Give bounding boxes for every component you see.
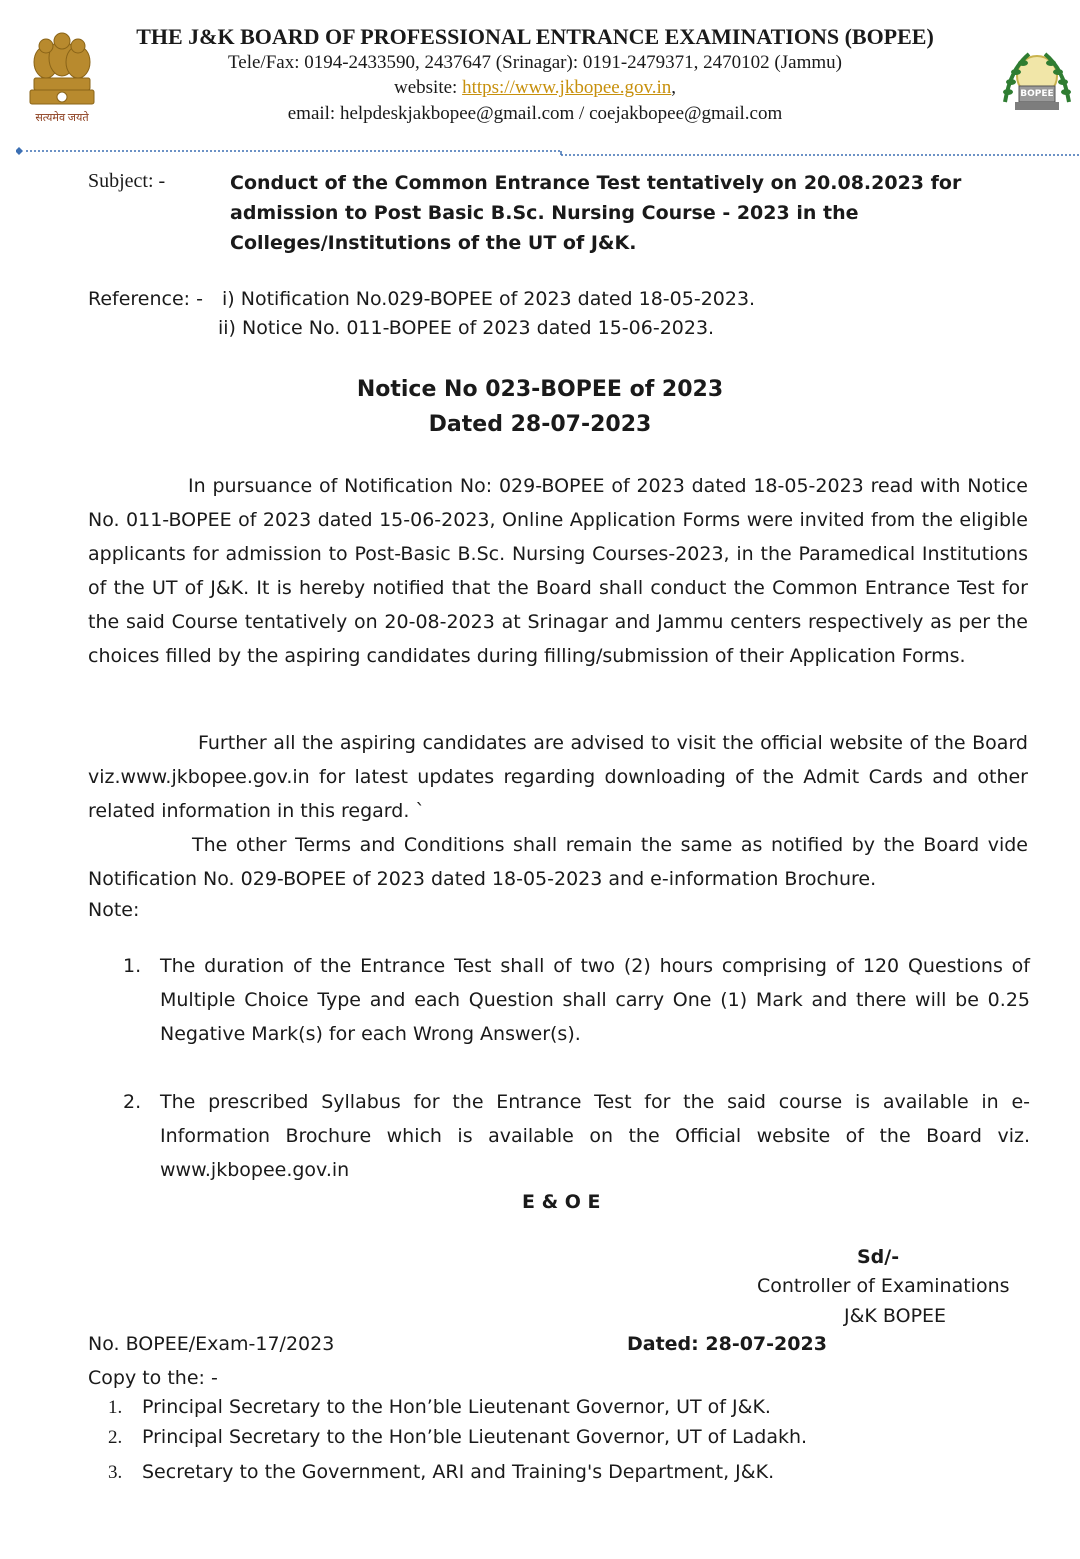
subject-label: Subject: - xyxy=(88,170,166,192)
reference-item-2: ii) Notice No. 011-BOPEE of 2023 dated 15-06-2023. xyxy=(218,317,715,339)
paragraph-3: The other Terms and Conditions shall remain the same as notified by the Board vide Notification No. 029-BOPEE of 2023 dated 18-05-2023 and e-information Brochure. xyxy=(88,834,1028,890)
reference-label: Reference: - xyxy=(88,288,203,310)
reference-number: No. BOPEE/Exam-17/2023 xyxy=(88,1333,335,1355)
header-divider xyxy=(16,145,1080,157)
website-suffix: , xyxy=(671,77,676,98)
contact-email: email: helpdeskjakbopee@gmail.com / coejakbopee@gmail.com xyxy=(287,103,783,124)
website-link[interactable]: https://www.jkbopee.gov.in xyxy=(462,77,672,98)
paragraph-2: Further all the aspiring candidates are advised to visit the official website of the Board viz.www.jkbopee.gov.in for latest updates regarding downloading of the Admit Cards and other related information in this regard. ` xyxy=(88,732,1028,822)
note-label: Note: xyxy=(88,899,140,921)
note-2-text: The prescribed Syllabus for the Entrance Test for the said course is available in e-Information Brochure which is available on the Official website of the Board viz. www.jkbopee.gov.in xyxy=(160,1091,1030,1181)
copy-2-number: 2. xyxy=(108,1427,123,1448)
notice-date: Dated 28-07-2023 xyxy=(428,412,652,437)
copy-3-number: 3. xyxy=(108,1462,123,1483)
copy-1-number: 1. xyxy=(108,1397,123,1418)
national-emblem xyxy=(16,30,108,128)
copy-2-text: Principal Secretary to the Hon’ble Lieutenant Governor, UT of Ladakh. xyxy=(142,1426,808,1448)
copy-1-text: Principal Secretary to the Hon’ble Lieutenant Governor, UT of J&K. xyxy=(142,1396,771,1418)
logo-text: BOPEE xyxy=(1020,89,1054,99)
note-2-number: 2. xyxy=(123,1091,142,1113)
reference-item-1: i) Notification No.029-BOPEE of 2023 dated 18-05-2023. xyxy=(222,288,756,310)
footer-date: Dated: 28-07-2023 xyxy=(627,1333,827,1355)
note-1-number: 1. xyxy=(123,955,142,977)
paragraph-1: In pursuance of Notification No: 029-BOPEE of 2023 dated 18-05-2023 read with Notice No. 011-BOPEE of 2023 dated 15-06-2023, Online Application Forms were invited from the eligible applicants for admission to Post-Basic B.Sc. Nursing Courses-2023, in the Paramedical Institutions of the UT of J&K. It is hereby notified that the Board shall conduct the Common Entrance Test for the said Course tentatively on 20-08-2023 at Srinagar and Jammu centers respectively as per the choices filled by the aspiring candidates during filling/submission of their Application Forms. xyxy=(88,475,1028,667)
website-label: website: xyxy=(394,77,463,98)
eoe-mark: E & O E xyxy=(522,1191,601,1213)
logo-icon xyxy=(995,42,1079,126)
signature-designation: Controller of Examinations xyxy=(757,1275,1010,1297)
note-1-text: The duration of the Entrance Test shall of two (2) hours comprising of 120 Questions of Multiple Choice Type and each Question shall carry One (1) Mark and there will be 0.25 Negative Mark(s) for each Wrong Answer(s). xyxy=(160,955,1030,1045)
signature-sd: Sd/- xyxy=(857,1246,900,1268)
contact-phones: Tele/Fax: 0194-2433590, 2437647 (Srinagar): 0191-2479371, 2470102 (Jammu) xyxy=(228,52,842,73)
signature-org: J&K BOPEE xyxy=(844,1305,947,1327)
board-title: THE J&K BOARD OF PROFESSIONAL ENTRANCE EXAMINATIONS (BOPEE) xyxy=(136,24,934,49)
copy-3-text: Secretary to the Government, ARI and Training's Department, J&K. xyxy=(142,1461,775,1483)
copy-to-label: Copy to the: - xyxy=(88,1367,218,1389)
website-line xyxy=(110,77,960,99)
subject-text: Conduct of the Common Entrance Test tentatively on 20.08.2023 for admission to Post Basic B.Sc. Nursing Course - 2023 in the Colleges/Institutions of the UT of J&K. xyxy=(230,172,962,254)
emblem-motto: सत्यमेव जयते xyxy=(35,112,89,124)
bopee-logo xyxy=(995,42,1079,126)
notice-number: Notice No 023-BOPEE of 2023 xyxy=(356,377,724,402)
